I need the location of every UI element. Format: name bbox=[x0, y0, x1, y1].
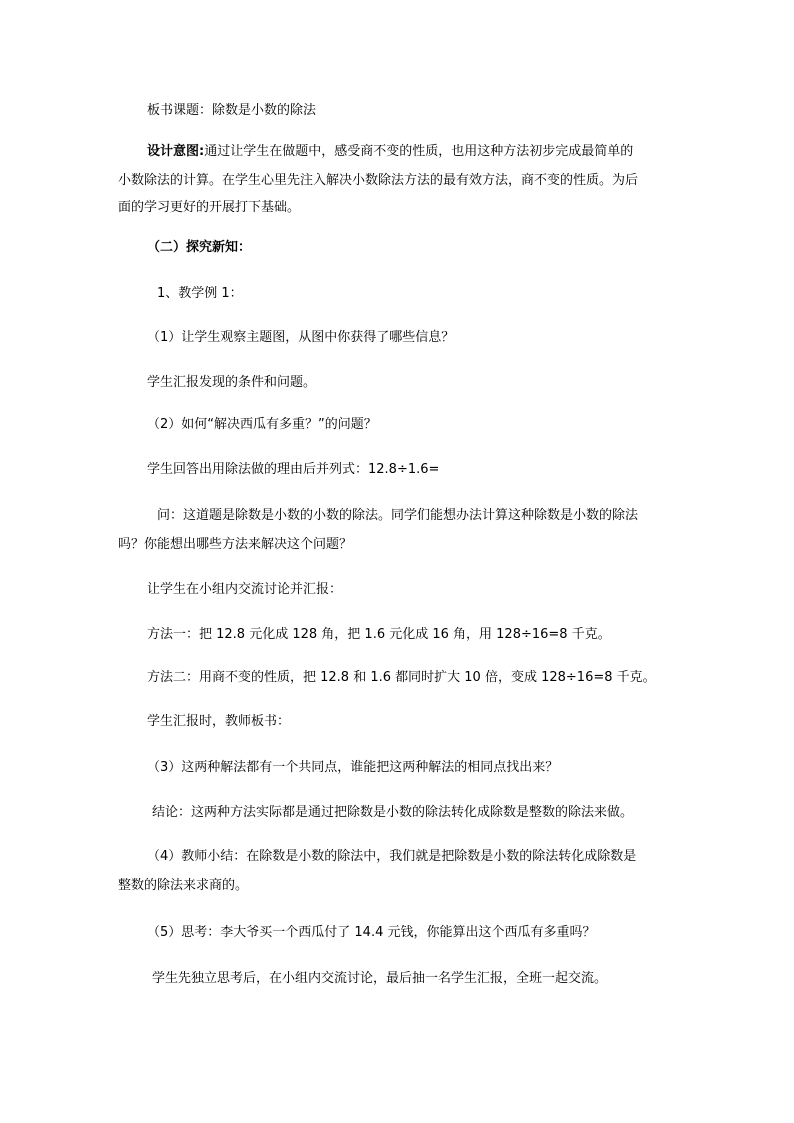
design-intent-label: 设计意图: bbox=[147, 144, 205, 159]
step3-question: （3）这两种解法都有一个共同点，谁能把这两种解法的相同点找出来？ bbox=[147, 760, 559, 775]
step2-question: （2）如何“解决西瓜有多重？”的问题？ bbox=[147, 417, 377, 432]
design-intent-line-2: 小数除法的计算。在学生心里先注入解决小数除法方法的最有效方法，商不变的性质。为后 bbox=[118, 173, 639, 188]
design-intent-text-1: 通过让学生在做题中，感受商不变的性质，也用这种方法初步完成最简单的 bbox=[204, 144, 634, 159]
summary-line-1: （4）教师小结：在除数是小数的除法中，我们就是把除数是小数的除法转化成除数是 bbox=[147, 849, 637, 864]
summary-line-2: 整数的除法来求商的。 bbox=[118, 878, 249, 893]
teacher-board: 学生汇报时，教师板书： bbox=[147, 714, 291, 729]
step1-question: （1）让学生观察主题图，从图中你获得了哪些信息？ bbox=[147, 330, 455, 345]
think-question: （5）思考：李大爷买一个西瓜付了 14.4 元钱，你能算出这个西瓜有多重吗？ bbox=[147, 925, 596, 940]
design-intent-line-1 bbox=[147, 144, 633, 160]
design-intent-line-3: 面的学习更好的开展打下基础。 bbox=[118, 200, 301, 215]
section-heading: （二）探究新知： bbox=[147, 240, 252, 255]
method-2: 方法二：用商不变的性质，把 12.8 和 1.6 都同时扩大 10 倍，变成 128÷16=8 千克。 bbox=[147, 670, 656, 685]
ask-line-1: 问：这道题是除数是小数的小数的除法。同学们能想办法计算这种除数是小数的除法 bbox=[157, 508, 639, 523]
example-label: 1、教学例 1： bbox=[157, 286, 243, 301]
ask-line-2: 吗？你能想出哪些方法来解决这个问题？ bbox=[118, 537, 353, 552]
final-text: 学生先独立思考后，在小组内交流讨论，最后抽一名学生汇报，全班一起交流。 bbox=[152, 971, 608, 986]
step2-answer: 学生回答出用除法做的理由后并列式：12.8÷1.6= bbox=[147, 462, 440, 477]
method-1: 方法一：把 12.8 元化成 128 角，把 1.6 元化成 16 角，用 128÷16=8 千克。 bbox=[147, 627, 611, 642]
conclusion: 结论：这两种方法实际都是通过把除数是小数的除法转化成除数是整数的除法来做。 bbox=[152, 805, 634, 820]
board-title: 板书课题：除数是小数的除法 bbox=[147, 103, 317, 118]
group-discuss: 让学生在小组内交流讨论并汇报： bbox=[147, 582, 343, 597]
step1-answer: 学生汇报发现的条件和问题。 bbox=[147, 375, 317, 390]
